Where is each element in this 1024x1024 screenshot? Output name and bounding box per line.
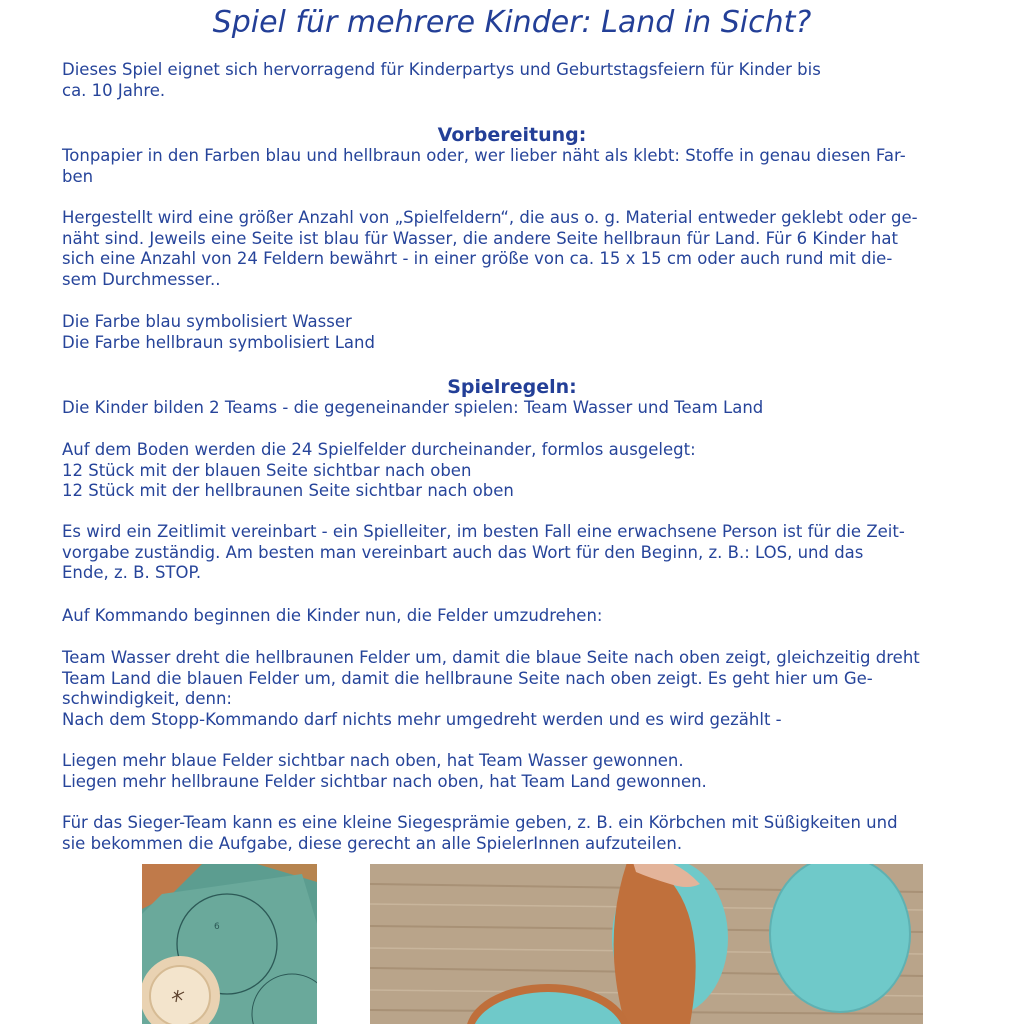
photo-spielfelder <box>370 864 923 1024</box>
text-line: 12 Stück mit der blauen Seite sichtbar nach oben <box>62 460 472 480</box>
text-line: Auf Kommando beginnen die Kinder nun, die Felder umzudrehen: <box>62 606 603 625</box>
text-line: Für das Sieger-Team kann es eine kleine Siegesprämie geben, z. B. ein Körbchen mit Süßigkeiten und <box>62 813 898 832</box>
text-line: näht sind. Jeweils eine Seite ist blau für Wasser, die andere Seite hellbraun für Land. Für 6 Kinder hat <box>62 228 898 248</box>
text-line: sie bekommen die Aufgabe, diese gerecht an alle SpielerInnen aufzuteilen. <box>62 833 683 853</box>
kommando-paragraph <box>62 606 962 627</box>
text-line: Ende, z. B. STOP. <box>62 563 202 583</box>
boden-paragraph <box>62 440 962 502</box>
text-line: Die Farbe hellbraun symbolisiert Land <box>62 332 375 352</box>
zeitlimit-paragraph <box>62 522 962 584</box>
section-heading-vorbereitung: Vorbereitung: <box>437 124 587 146</box>
section-heading-spielregeln: Spielregeln: <box>447 376 577 398</box>
text-line: Auf dem Boden werden die 24 Spielfelder durcheinander, formlos ausgelegt: <box>62 440 696 459</box>
text-line: Nach dem Stopp-Kommando darf nichts mehr umgedreht werden und es wird gezählt - <box>62 709 782 729</box>
material-paragraph <box>62 146 962 187</box>
text-line: 12 Stück mit der hellbraunen Seite sichtbar nach oben <box>62 481 514 501</box>
svg-text:6: 6 <box>214 922 220 932</box>
teams-paragraph <box>62 398 962 419</box>
text-line: vorgabe zuständig. Am besten man vereinbart auch das Wort für den Beginn, z. B.: LOS, und das <box>62 542 864 562</box>
farben-paragraph <box>62 312 962 353</box>
text-line: Liegen mehr hellbraune Felder sichtbar nach oben, hat Team Land gewonnen. <box>62 771 707 791</box>
herstellung-paragraph <box>62 208 962 290</box>
text-line: Die Kinder bilden 2 Teams - die gegeneinander spielen: Team Wasser und Team Land <box>62 398 764 417</box>
sieger-paragraph <box>62 813 962 854</box>
text-line: Es wird ein Zeitlimit vereinbart - ein Spielleiter, im besten Fall eine erwachsene Person ist für die Zeit- <box>62 522 905 541</box>
text-line: Team Land die blauen Felder um, damit die hellbraune Seite nach oben zeigt. Es geht hier um Ge- <box>62 668 873 688</box>
text-line: Team Wasser dreht die hellbraunen Felder um, damit die blaue Seite nach oben zeigt, gleichzeitig dreht <box>62 648 920 667</box>
text-line: Dieses Spiel eignet sich hervorragend für Kinderpartys und Geburtstagsfeiern für Kinder bis <box>62 60 821 79</box>
text-line: Liegen mehr blaue Felder sichtbar nach oben, hat Team Wasser gewonnen. <box>62 751 684 770</box>
page-title: Spiel für mehrere Kinder: Land in Sicht? <box>212 5 812 40</box>
text-line: sich eine Anzahl von 24 Feldern bewährt - in einer größe von ca. 15 x 15 cm oder auch rund mit die- <box>62 249 893 269</box>
text-line: Die Farbe blau symbolisiert Wasser <box>62 312 352 331</box>
intro-paragraph <box>62 60 962 101</box>
text-line: sem Durchmesser.. <box>62 269 221 289</box>
text-line: Hergestellt wird eine größer Anzahl von „Spielfeldern“, die aus o. g. Material entweder geklebt oder ge- <box>62 208 918 227</box>
text-line: schwindigkeit, denn: <box>62 689 232 709</box>
auswertung-paragraph <box>62 751 962 792</box>
photo-template-tracing <box>142 864 317 1024</box>
ablauf-paragraph <box>62 648 962 730</box>
text-line: ca. 10 Jahre. <box>62 80 166 100</box>
text-line: Tonpapier in den Farben blau und hellbraun oder, wer lieber näht als klebt: Stoffe in genau diesen Far- <box>62 146 906 165</box>
text-line: ben <box>62 166 94 186</box>
